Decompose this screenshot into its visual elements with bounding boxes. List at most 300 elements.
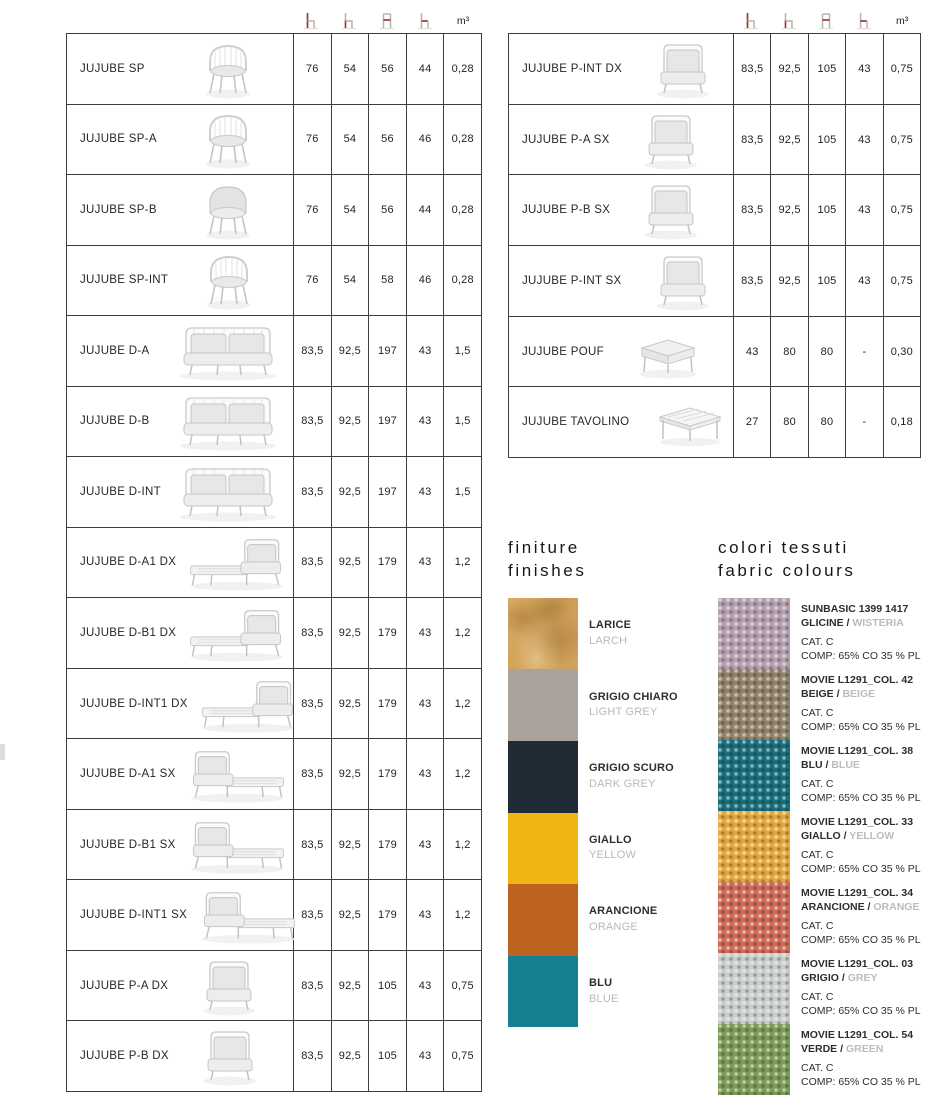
page-edge-mark — [0, 744, 5, 760]
product-name: JUJUBE D-A1 DX — [80, 556, 177, 569]
fabric-swatch — [718, 598, 790, 669]
finish-name-en: DARK GREY — [589, 777, 656, 790]
spec-value: 46 — [406, 105, 444, 175]
fabric-item — [718, 1024, 929, 1095]
product-cell — [67, 880, 293, 950]
fabric-category: CAT. C — [801, 849, 834, 862]
product-cell — [509, 246, 733, 316]
spec-value: 105 — [808, 246, 845, 316]
product-name: JUJUBE P-INT DX — [522, 62, 623, 75]
spec-value: 92,5 — [331, 951, 369, 1021]
fabric-code: SUNBASIC 1399 1417 — [801, 603, 909, 616]
table-row — [509, 245, 920, 316]
fabric-name-it: GIALLO — [801, 829, 844, 842]
product-cell — [67, 175, 293, 245]
spec-value: 1,2 — [443, 880, 481, 950]
spec-value: 76 — [293, 175, 331, 245]
fabric-item — [718, 882, 929, 953]
spec-value: 43 — [845, 34, 882, 104]
chaise-dx-illustration — [176, 602, 298, 664]
fabric-swatch — [718, 740, 790, 811]
volume-unit-label: m³ — [895, 15, 909, 27]
spec-value: 76 — [293, 246, 331, 316]
product-name: JUJUBE D-B — [80, 415, 150, 428]
table-row — [67, 245, 481, 316]
spec-value: 105 — [368, 951, 406, 1021]
spec-value: 92,5 — [331, 810, 369, 880]
width-icon — [808, 7, 846, 31]
spec-value: 83,5 — [293, 598, 331, 668]
fabric-category: CAT. C — [801, 636, 834, 649]
fabric-category: CAT. C — [801, 707, 834, 720]
product-cell — [67, 457, 293, 527]
finish-swatch — [508, 598, 578, 670]
spec-value: 92,5 — [331, 1021, 369, 1091]
spec-value: 1,5 — [443, 316, 481, 386]
finish-swatch — [508, 669, 578, 741]
table-row — [67, 315, 481, 386]
spec-table-right — [508, 5, 921, 458]
fabric-swatch — [718, 811, 790, 882]
fabric-composition: COMP: 65% CO 35 % PL — [801, 792, 921, 805]
fabrics-section — [718, 537, 929, 1095]
spec-value: 83,5 — [293, 316, 331, 386]
spec-value: 1,2 — [443, 669, 481, 739]
spec-value: 92,5 — [331, 457, 369, 527]
fabric-category: CAT. C — [801, 991, 834, 1004]
spec-value: 0,75 — [883, 105, 920, 175]
spec-value: 56 — [368, 175, 406, 245]
fabrics-title — [718, 537, 929, 583]
spec-value: 43 — [406, 880, 444, 950]
finishes-title — [508, 537, 713, 583]
fabric-name-en: BLUE — [831, 758, 860, 771]
spec-value: 43 — [406, 810, 444, 880]
table-row — [67, 527, 481, 598]
module-illustration — [610, 179, 732, 241]
finish-name-it: GRIGIO CHIARO — [589, 690, 678, 703]
spec-value: 105 — [808, 175, 845, 245]
product-cell — [67, 739, 293, 809]
spec-value: 76 — [293, 105, 331, 175]
fabric-name-separator: / — [846, 616, 853, 629]
finishes-title-en: finishes — [508, 560, 587, 580]
table-row — [67, 950, 481, 1021]
spec-table-left-body — [66, 33, 482, 1092]
spec-value: 83,5 — [293, 528, 331, 598]
module-illustration — [169, 1025, 291, 1087]
fabric-name-it: GLICINE — [801, 616, 847, 629]
finish-name-en: ORANGE — [589, 921, 638, 934]
dimension-icons-header — [292, 5, 482, 33]
width-icon — [368, 7, 406, 31]
product-cell — [509, 387, 733, 457]
depth-icon — [845, 7, 883, 31]
sofa-illustration — [167, 320, 289, 382]
finishes-title-it: finiture — [508, 538, 580, 557]
product-cell — [67, 598, 293, 668]
fabric-swatch — [718, 953, 790, 1024]
product-cell — [67, 387, 293, 457]
product-name: JUJUBE D-INT — [80, 485, 161, 498]
spec-value: 83,5 — [293, 1021, 331, 1091]
spec-value: 27 — [733, 387, 770, 457]
finish-name-en: LIGHT GREY — [589, 706, 658, 719]
product-name: JUJUBE D-A — [80, 344, 150, 357]
spec-value: 80 — [808, 317, 845, 387]
fabric-composition: COMP: 65% CO 35 % PL — [801, 721, 921, 734]
fabric-item — [718, 669, 929, 740]
table-row — [67, 879, 481, 950]
spec-value: 43 — [733, 317, 770, 387]
spec-value: 92,5 — [331, 598, 369, 668]
volume-unit-label: m³ — [456, 15, 470, 27]
chaise-dx-illustration — [188, 673, 310, 735]
fabric-name-separator: / — [843, 829, 850, 842]
fabric-name-separator: / — [867, 900, 874, 913]
finish-item — [508, 598, 713, 670]
fabric-category: CAT. C — [801, 778, 834, 791]
spec-value: 92,5 — [770, 105, 807, 175]
fabric-name-separator: / — [840, 1042, 846, 1055]
fabric-item — [718, 740, 929, 811]
spec-value: 54 — [331, 34, 369, 104]
spec-value: 83,5 — [293, 810, 331, 880]
chaise-dx-illustration — [176, 531, 298, 593]
fabric-name — [801, 688, 929, 702]
spec-value: 0,75 — [883, 246, 920, 316]
product-name: JUJUBE SP — [80, 62, 145, 75]
spec-value: 54 — [331, 175, 369, 245]
spec-value: 92,5 — [770, 34, 807, 104]
fabric-name — [801, 1043, 929, 1057]
fabric-item — [718, 811, 929, 882]
product-cell — [67, 246, 293, 316]
chair-illustration — [167, 108, 289, 170]
product-cell — [67, 528, 293, 598]
product-cell — [67, 34, 293, 104]
fabric-code: MOVIE L1291_COL. 42 — [801, 674, 914, 687]
spec-value: 1,2 — [443, 810, 481, 880]
spec-value: 0,75 — [443, 1021, 481, 1091]
chair-illustration — [167, 38, 289, 100]
spec-value: 0,75 — [883, 175, 920, 245]
spec-value: 83,5 — [733, 175, 770, 245]
total-height-icon — [732, 7, 770, 31]
fabric-name-separator: / — [841, 971, 848, 984]
finish-swatch — [508, 813, 578, 885]
fabric-composition: COMP: 65% CO 35 % PL — [801, 1005, 921, 1018]
table-row — [67, 456, 481, 527]
product-name: JUJUBE P-A DX — [80, 979, 169, 992]
fabric-name-it: BLU — [801, 758, 826, 771]
fabric-code: MOVIE L1291_COL. 34 — [801, 887, 914, 900]
spec-value: 0,30 — [883, 317, 920, 387]
spec-value: 44 — [406, 175, 444, 245]
spec-value: 54 — [331, 105, 369, 175]
fabric-name — [801, 617, 929, 631]
table-row — [67, 174, 481, 245]
spec-value: 83,5 — [293, 387, 331, 457]
finish-name-it: BLU — [589, 976, 613, 989]
product-cell — [67, 316, 293, 386]
fabric-item — [718, 953, 929, 1024]
spec-value: 76 — [293, 34, 331, 104]
spec-value: 0,28 — [443, 105, 481, 175]
spec-value: 44 — [406, 34, 444, 104]
finish-item — [508, 813, 713, 885]
finishes-list — [508, 598, 713, 1028]
product-cell — [509, 175, 733, 245]
spec-table-left — [66, 5, 482, 1092]
table-row — [509, 34, 920, 104]
sofa-illustration — [167, 461, 289, 523]
product-name: JUJUBE POUF — [522, 345, 604, 358]
product-cell — [67, 951, 293, 1021]
spec-value: 1,2 — [443, 528, 481, 598]
product-name: JUJUBE P-B DX — [80, 1050, 169, 1063]
spec-value: 1,5 — [443, 457, 481, 527]
product-cell — [509, 34, 733, 104]
spec-table-right-body — [508, 33, 921, 458]
fabric-name-en: ORANGE — [873, 900, 920, 913]
table-row — [67, 668, 481, 739]
total-height-icon — [292, 7, 330, 31]
fabric-swatch — [718, 882, 790, 953]
fabric-name-en: YELLOW — [849, 829, 895, 842]
fabric-category: CAT. C — [801, 1062, 834, 1075]
fabrics-list — [718, 598, 929, 1095]
table-row — [509, 316, 920, 387]
chaise-sx-illustration — [187, 884, 309, 946]
spec-value: - — [845, 317, 882, 387]
spec-value: 43 — [406, 457, 444, 527]
table-row — [67, 738, 481, 809]
spec-value: 197 — [368, 387, 406, 457]
seat-height-icon — [770, 7, 808, 31]
seat-height-icon — [330, 7, 368, 31]
fabric-composition: COMP: 65% CO 35 % PL — [801, 934, 921, 947]
spec-value: 92,5 — [331, 739, 369, 809]
table-row — [509, 104, 920, 175]
product-name: JUJUBE D-B1 SX — [80, 838, 176, 851]
finish-name-en: BLUE — [589, 992, 619, 1005]
spec-value: 92,5 — [331, 669, 369, 739]
spec-value: 43 — [845, 175, 882, 245]
fabric-code: MOVIE L1291_COL. 38 — [801, 745, 914, 758]
product-cell — [67, 669, 293, 739]
spec-value: 43 — [406, 528, 444, 598]
finish-swatch — [508, 884, 578, 956]
spec-value: 80 — [770, 387, 807, 457]
depth-icon — [406, 7, 444, 31]
finish-name-it: ARANCIONE — [589, 905, 658, 918]
spec-value: 179 — [368, 810, 406, 880]
finish-name-it: GIALLO — [589, 833, 632, 846]
finishes-section — [508, 537, 713, 1027]
sofa-illustration — [167, 390, 289, 452]
product-name: JUJUBE SP-B — [80, 203, 157, 216]
fabric-name-it: GRIGIO — [801, 971, 842, 984]
product-name: JUJUBE D-A1 SX — [80, 768, 176, 781]
fabric-name-en: WISTERIA — [852, 616, 904, 629]
table-row — [67, 597, 481, 668]
fabric-swatch — [718, 669, 790, 740]
fabric-composition: COMP: 65% CO 35 % PL — [801, 650, 921, 663]
finish-name-it: LARICE — [589, 618, 632, 631]
finish-item — [508, 741, 713, 813]
fabric-name-it: BEIGE — [801, 687, 837, 700]
fabric-code: MOVIE L1291_COL. 54 — [801, 1029, 914, 1042]
finish-item — [508, 884, 713, 956]
spec-value: 58 — [368, 246, 406, 316]
spec-value: 83,5 — [293, 880, 331, 950]
finish-item — [508, 669, 713, 741]
fabric-name-en: GREEN — [845, 1042, 884, 1055]
spec-value: 83,5 — [293, 951, 331, 1021]
product-name: JUJUBE SP-A — [80, 133, 157, 146]
table-row — [509, 386, 920, 457]
fabric-name-separator: / — [836, 687, 843, 700]
spec-value: 83,5 — [293, 457, 331, 527]
spec-value: 56 — [368, 34, 406, 104]
spec-value: 54 — [331, 246, 369, 316]
spec-value: 0,18 — [883, 387, 920, 457]
spec-value: 43 — [406, 598, 444, 668]
spec-value: 92,5 — [331, 880, 369, 950]
chair-upholstered-illustration — [167, 179, 289, 241]
spec-value: 179 — [368, 528, 406, 598]
product-name: JUJUBE D-INT1 DX — [80, 697, 188, 710]
spec-value: 83,5 — [733, 105, 770, 175]
fabric-name-en: GREY — [847, 971, 878, 984]
fabric-name-separator: / — [825, 758, 832, 771]
spec-value: 179 — [368, 739, 406, 809]
spec-value: 80 — [808, 387, 845, 457]
spec-value: 0,28 — [443, 175, 481, 245]
fabric-swatch — [718, 1024, 790, 1095]
fabric-category: CAT. C — [801, 920, 834, 933]
chair-illustration — [168, 249, 290, 311]
spec-value: 43 — [406, 951, 444, 1021]
spec-value: 179 — [368, 880, 406, 950]
spec-value: 0,75 — [883, 34, 920, 104]
module-illustration — [168, 955, 290, 1017]
table-row — [67, 104, 481, 175]
spec-value: 92,5 — [331, 387, 369, 457]
finish-item — [508, 956, 713, 1028]
fabric-name — [801, 830, 929, 844]
spec-value: 1,5 — [443, 387, 481, 457]
spec-value: 43 — [406, 669, 444, 739]
fabric-name — [801, 972, 929, 986]
dimension-icons-header — [732, 5, 921, 33]
product-name: JUJUBE P-INT SX — [522, 274, 622, 287]
spec-value: 43 — [845, 105, 882, 175]
table-row — [509, 174, 920, 245]
fabric-code: MOVIE L1291_COL. 33 — [801, 816, 914, 829]
fabric-name — [801, 759, 929, 773]
product-cell — [509, 105, 733, 175]
spec-value: 1,2 — [443, 739, 481, 809]
chaise-sx-illustration — [176, 814, 298, 876]
finish-swatch — [508, 741, 578, 813]
product-name: JUJUBE TAVOLINO — [522, 416, 630, 429]
spec-value: 197 — [368, 316, 406, 386]
finish-name-en: YELLOW — [589, 849, 637, 862]
product-name: JUJUBE SP-INT — [80, 274, 169, 287]
spec-value: 43 — [406, 1021, 444, 1091]
product-cell — [509, 317, 733, 387]
spec-value: 1,2 — [443, 598, 481, 668]
spec-value: 83,5 — [733, 34, 770, 104]
spec-value: 92,5 — [770, 175, 807, 245]
product-name: JUJUBE D-B1 DX — [80, 627, 177, 640]
spec-value: 197 — [368, 457, 406, 527]
fabrics-title-en: fabric colours — [718, 560, 856, 580]
fabrics-title-it: colori tessuti — [718, 538, 849, 557]
fabric-composition: COMP: 65% CO 35 % PL — [801, 1076, 921, 1089]
table-row — [67, 809, 481, 880]
spec-value: 105 — [808, 105, 845, 175]
spec-value: 0,75 — [443, 951, 481, 1021]
spec-value: 43 — [406, 387, 444, 457]
spec-value: 46 — [406, 246, 444, 316]
spec-value: 43 — [406, 739, 444, 809]
product-cell — [67, 810, 293, 880]
fabric-code: MOVIE L1291_COL. 03 — [801, 958, 914, 971]
fabric-name-it: VERDE — [801, 1042, 841, 1055]
finish-name-it: GRIGIO SCURO — [589, 762, 674, 775]
table-row — [67, 1020, 481, 1091]
spec-value: 92,5 — [770, 246, 807, 316]
chaise-sx-illustration — [176, 743, 298, 805]
spec-value: 0,28 — [443, 34, 481, 104]
pouf-illustration — [607, 321, 729, 383]
product-cell — [67, 105, 293, 175]
spec-value: 43 — [406, 316, 444, 386]
spec-value: 92,5 — [331, 316, 369, 386]
spec-value: 105 — [368, 1021, 406, 1091]
product-name: JUJUBE P-A SX — [522, 133, 610, 146]
spec-value: 56 — [368, 105, 406, 175]
product-cell — [67, 1021, 293, 1091]
spec-value: 83,5 — [733, 246, 770, 316]
finish-swatch — [508, 956, 578, 1028]
spec-value: 43 — [845, 246, 882, 316]
fabric-name — [801, 901, 929, 915]
fabric-item — [718, 598, 929, 669]
spec-value: 92,5 — [331, 528, 369, 598]
fabric-composition: COMP: 65% CO 35 % PL — [801, 863, 921, 876]
spec-value: 105 — [808, 34, 845, 104]
spec-value: 0,28 — [443, 246, 481, 316]
spec-value: 80 — [770, 317, 807, 387]
module-illustration — [610, 109, 732, 171]
table-row — [67, 386, 481, 457]
product-name: JUJUBE D-INT1 SX — [80, 909, 188, 922]
fabric-name-it: ARANCIONE — [801, 900, 868, 913]
product-name: JUJUBE P-B SX — [522, 204, 611, 217]
table-row — [67, 34, 481, 104]
fabric-name-en: BEIGE — [842, 687, 876, 700]
spec-value: - — [845, 387, 882, 457]
module-illustration — [622, 250, 744, 312]
spec-value: 179 — [368, 598, 406, 668]
spec-value: 83,5 — [293, 739, 331, 809]
spec-value: 179 — [368, 669, 406, 739]
module-illustration — [622, 38, 744, 100]
